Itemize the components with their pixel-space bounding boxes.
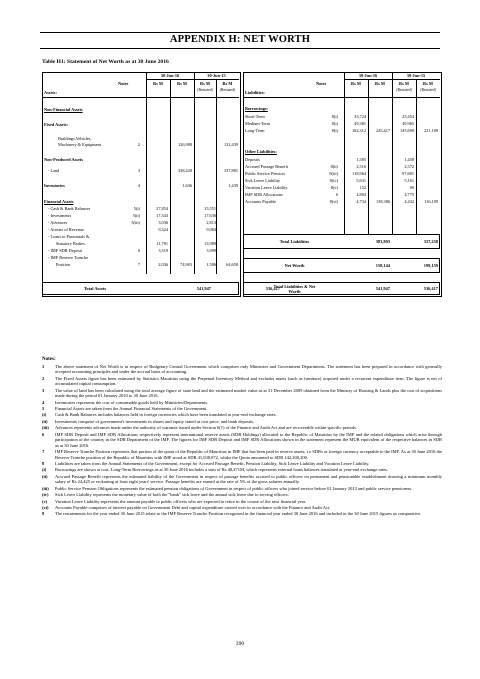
liab-rsm-2: Rs M bbox=[375, 81, 385, 86]
right-row-value-c: 4,432 bbox=[404, 199, 414, 204]
total-assets-label: Total Assets bbox=[83, 286, 107, 291]
left-row-value-a: 2,036 bbox=[158, 262, 168, 267]
note-item bbox=[42, 388, 442, 399]
heading-rule-top bbox=[40, 32, 440, 33]
total-liab-networth-row bbox=[243, 282, 440, 295]
total-assets-2016: 541,947 bbox=[196, 286, 211, 291]
liab-period-2015: 30-Jun-15 bbox=[406, 73, 426, 78]
note-item bbox=[42, 412, 442, 418]
note-item bbox=[42, 499, 442, 505]
left-row-note: 5(iii) bbox=[131, 220, 140, 225]
page-number: 390 bbox=[235, 641, 245, 647]
note-number: 2 bbox=[42, 375, 45, 381]
note-item bbox=[42, 376, 442, 387]
note-text: The value of land has been calculated using the total acreage figure of state land and the estimated market value as at 31 December 2009 obtained from the Ministry of Housing & Lands plus the cost of acquisitions made during the period 01 January 2010 to 30 June 2016. bbox=[55, 387, 442, 399]
note-number: (i) bbox=[42, 412, 47, 418]
right-row-note: 8(i) bbox=[331, 114, 338, 119]
total-lnw-label-line1: Total Liabilities & Net bbox=[273, 283, 316, 289]
left-row-label: - Loans to Parastatals & bbox=[48, 234, 90, 239]
right-row-value-c: 145,690 bbox=[400, 128, 414, 133]
assets-rsm-3: Rs M bbox=[200, 81, 210, 86]
left-row-value-a: 11,791 bbox=[156, 241, 168, 246]
right-row-value-c: 97,681 bbox=[402, 171, 414, 176]
assets-col-rule-2 bbox=[170, 79, 171, 274]
note-text: Cash & Bank Balances includes balances held in foreign currencies which have been translated at year-end exchange rates. bbox=[55, 412, 277, 418]
note-number: (iii) bbox=[42, 425, 49, 431]
right-row-label: Accounts Payable bbox=[245, 199, 276, 204]
left-row-label: Buildings,Vehicles, bbox=[58, 136, 92, 141]
right-row-value-c: 2,572 bbox=[404, 164, 414, 169]
liab-rsm-1: Rs M bbox=[351, 81, 361, 86]
right-row-label: Sick Leave Liability bbox=[245, 178, 281, 183]
net-worth-row bbox=[243, 258, 440, 273]
left-row-value-c: 13,989 bbox=[204, 241, 216, 246]
liab-col-rule-3 bbox=[392, 72, 393, 234]
liab-rsm-3: Rs M bbox=[399, 81, 409, 86]
right-row-value-b: 138,386 bbox=[376, 199, 390, 204]
liab-col-rule-1 bbox=[344, 72, 345, 234]
left-row-label: Non-Financial Assets bbox=[44, 107, 83, 112]
left-row-value-d: 337,881 bbox=[224, 168, 238, 173]
note-item bbox=[42, 492, 442, 498]
right-row-label: Other Liabilities: bbox=[245, 149, 277, 154]
left-row-label: - Arrears of Revenue bbox=[48, 227, 84, 232]
right-row-label: Medium-Term bbox=[245, 121, 270, 126]
total-liabilities-label: Total Liabilities bbox=[279, 239, 310, 244]
note-text: The Fixed Assets figure has been estimated by Statistics Mauritius using the Perpetual Inventory Method and excludes assets (such as furniture) acquired under a recurrent expenditure item. The figure is net of accumulated capital consumption. bbox=[55, 375, 442, 387]
left-row-label: Fixed Assets: bbox=[44, 122, 68, 127]
table-title: Table H1: Statement of Net Worth as at 30 June 2016 bbox=[42, 59, 169, 65]
note-text: Borrowings are shown at cost, Long-Term Borrowings as at 30 June 2016 includes a sum of Rs 48,471M, which represents external loans balances translated at year-end exchange rates. bbox=[55, 467, 389, 473]
left-row-value-a: 9,324 bbox=[158, 227, 168, 232]
assets-period-2016: 30-Jun-16 bbox=[160, 73, 180, 78]
liab-col-rule-2 bbox=[368, 79, 369, 234]
left-row-note: 2 bbox=[137, 142, 140, 147]
right-row-value-a: 152 bbox=[359, 185, 366, 190]
note-item bbox=[42, 449, 442, 460]
right-row-label: Vacation Leave Liability bbox=[245, 185, 288, 190]
left-row-value-a: 27,854 bbox=[156, 206, 168, 211]
liab-col-rule-4 bbox=[416, 79, 417, 234]
assets-restated-2: (Restated) bbox=[219, 88, 236, 92]
note-text: Financial Assets are taken from the Annual Financial Statements of the Government. bbox=[55, 405, 208, 411]
note-item bbox=[42, 432, 442, 449]
note-number: 6 bbox=[42, 431, 45, 437]
left-row-label: - IMF SDR Deposit bbox=[48, 248, 83, 253]
right-row-value-a: 4,804 bbox=[356, 192, 366, 197]
note-item bbox=[42, 467, 442, 473]
left-row-value-b: 74,903 bbox=[180, 262, 192, 267]
right-row-note: 8(i) bbox=[331, 128, 338, 133]
note-item bbox=[42, 511, 442, 517]
assets-col-rule-4 bbox=[216, 79, 217, 274]
right-row-value-a: 162,312 bbox=[352, 128, 366, 133]
notes-list bbox=[42, 364, 442, 517]
note-item bbox=[42, 505, 442, 511]
assets-header-rule bbox=[42, 97, 239, 98]
note-text: IMF Reserve Tranche Position represents that portion of the quota of the Republic of Mauritius in IMF that has been paid in reserve assets, i.e SDRs or foreign currency acceptable to the IMF. As at 30 June 2016 the Reserve Tranche position of the Republic of Mauritius with IMF stood at SDR 41,038,872, whilst the Quota amounted to SDR 142,200,200. bbox=[55, 449, 442, 460]
note-text: Accounts Payable comprises of interest payable on Government Debt and capital expenditure carried over in accordance with the Finance and Audit Act. bbox=[55, 505, 331, 510]
net-worth-2016: 158,144 bbox=[375, 263, 390, 268]
right-row-label: Public Service Pension bbox=[245, 171, 285, 176]
left-row-label: - Advances bbox=[48, 220, 68, 225]
left-row-label: - Investments bbox=[48, 213, 72, 218]
right-row-label: Borrowings: bbox=[245, 106, 268, 111]
note-number: (iii) bbox=[42, 485, 49, 491]
net-worth-label: Net Worth bbox=[284, 263, 305, 268]
liab-restated-2: (Restated) bbox=[420, 88, 436, 92]
liab-period-2016: 30-Jun-16 bbox=[358, 73, 378, 78]
note-item bbox=[42, 419, 442, 425]
appendix-heading: APPENDIX H: NET WORTH bbox=[169, 34, 311, 45]
note-item bbox=[42, 406, 442, 412]
right-row-value-a: 49,381 bbox=[354, 121, 366, 126]
note-text: Investments comprise of government's investments in shares and equity stated at cost price, and bank deposits. bbox=[55, 418, 255, 424]
note-number: 1 bbox=[42, 363, 45, 369]
left-row-label: - IMF Reserve Tranche bbox=[48, 255, 88, 260]
left-row-value-c: 9,084 bbox=[206, 227, 216, 232]
left-row-value-b: 1,636 bbox=[182, 183, 192, 188]
right-row-value-a: 118,964 bbox=[352, 171, 366, 176]
heading-rule-bottom bbox=[40, 48, 440, 49]
liab-rsm-4: Rs M bbox=[423, 81, 433, 86]
note-number: (vi) bbox=[42, 505, 49, 510]
left-row-value-d: 64,658 bbox=[226, 262, 238, 267]
note-number: (ii) bbox=[42, 473, 48, 479]
note-number: 3 bbox=[42, 387, 45, 393]
left-row-value-c: 2,813 bbox=[206, 220, 216, 225]
left-row-label: Machinery & Equipment bbox=[58, 142, 101, 147]
note-item bbox=[42, 486, 442, 492]
right-row-note: 8(iv) bbox=[329, 178, 338, 183]
total-liabilities-row bbox=[243, 234, 440, 249]
note-text: Accrued Passage Benefit represents the estimated liability of the Government in respect of passage benefits accrued to public officers on permanent and pensionable establishment drawing a minimum monthly salary of Rs 24,425 or reckoning at least eight years' service. Passage benefits are earned at the rate of 5% of the gross salaries annually. bbox=[55, 473, 442, 485]
total-assets-2015: 536,417 bbox=[265, 286, 280, 291]
left-row-value-a: 3,036 bbox=[158, 220, 168, 225]
note-item bbox=[42, 474, 442, 485]
right-row-note: 6 bbox=[335, 192, 338, 197]
net-worth-2015: 199,159 bbox=[423, 263, 438, 268]
total-lnw-2016: 541,947 bbox=[375, 286, 390, 291]
right-row-value-c: 4,775 bbox=[404, 192, 414, 197]
assets-restated-1: (Restated) bbox=[197, 88, 213, 92]
right-row-note: 8(i) bbox=[331, 121, 338, 126]
note-item bbox=[42, 425, 442, 431]
right-row-label: Short-Term bbox=[245, 114, 265, 119]
right-row-label: IMF SDR Allocations bbox=[245, 192, 283, 197]
note-text: Sick Leave Liability represents the monetary value of both the "bank" sick leave and the annual sick leave due to serving officers. bbox=[55, 492, 289, 498]
note-text: IMF SDR Deposit and IMF SDR Allocations respectively represent international reserve assets (SDR Holdings) allocated to the Republic of Mauritius by the IMF and the related obligations which arise through participation of the country in the SDR Department of the IMF. The figures for IMF SDR Deposit and IMF SDR Allocations shown in the statement represent the MUR equivalent of the respective balances in SDR as at 30 June 2016. bbox=[55, 431, 442, 448]
assets-rsm-4: Rs M bbox=[222, 81, 233, 86]
right-row-value-a: 4,734 bbox=[356, 199, 366, 204]
assets-rsm-2: Rs M bbox=[177, 81, 187, 86]
right-row-note: 8(iii) bbox=[329, 171, 338, 176]
right-row-value-c: 1,458 bbox=[404, 157, 414, 162]
left-row-note: 7 bbox=[137, 262, 140, 267]
left-row-value-d: 132,439 bbox=[224, 142, 238, 147]
left-row-value-b: 338,420 bbox=[178, 168, 192, 173]
left-row-note: 5(ii) bbox=[132, 213, 140, 218]
left-row-label: - Cash & Bank Balances bbox=[48, 206, 91, 211]
left-row-value-c: 15,551 bbox=[204, 206, 216, 211]
left-row-label: Non-Produced Assets bbox=[44, 157, 83, 162]
left-row-value-c: 1,586 bbox=[206, 262, 216, 267]
note-item bbox=[42, 400, 442, 406]
note-number: (iv) bbox=[42, 492, 49, 498]
right-row-value-c: 90 bbox=[409, 185, 414, 190]
assets-notes-header: Notes bbox=[118, 81, 129, 86]
left-row-value-a: 3,519 bbox=[158, 248, 168, 253]
note-number: (v) bbox=[42, 498, 48, 504]
note-text: Public Service Pension Obligations represents the estimated pension obligations of Government in respect of public officers who joined service before 01 January 2013 and public service pensioners. bbox=[55, 485, 413, 491]
right-row-value-a: 5,631 bbox=[356, 178, 366, 183]
left-row-value-c: 3,999 bbox=[206, 248, 216, 253]
notes-title: Notes: bbox=[42, 357, 56, 362]
left-row-value-a: 17,343 bbox=[156, 213, 168, 218]
note-number: (ii) bbox=[42, 418, 48, 424]
note-text: Liabilities are taken from the Annual Statements of the Government, except for Accrued Passage Benefit, Pension Liability, Sick Leave Liability and Vacation Leave Liability. bbox=[55, 461, 370, 467]
note-item bbox=[42, 364, 442, 375]
note-text: The above statement of Net Worth is in respect of Budgetary Central Government which comprises only Ministries and Government Departments. The statement has been prepared in accordance with generally accepted accounting principles and under the accrual basis of accounting. bbox=[55, 363, 442, 375]
right-row-value-c: 49,965 bbox=[402, 121, 414, 126]
note-number: 9 bbox=[42, 511, 45, 517]
note-text: Advances represents advances made under the authority of warrants issued under Section 6(1) of the Finance and Audit Act and are recoverable within specific periods. bbox=[55, 425, 358, 431]
total-lnw-label bbox=[244, 284, 345, 294]
left-row-label: Financial Assets bbox=[44, 199, 74, 204]
left-row-note: 4 bbox=[137, 183, 140, 188]
right-row-value-c: 25,454 bbox=[402, 114, 414, 119]
left-row-value-d: 1,439 bbox=[228, 183, 238, 188]
right-row-value-c: 5,161 bbox=[404, 178, 414, 183]
liab-header-rule bbox=[243, 97, 440, 98]
right-row-note: 8(vi) bbox=[329, 199, 338, 204]
right-row-label: Long-Term bbox=[245, 128, 265, 133]
assets-rsm-1: Rs M bbox=[153, 81, 163, 86]
note-number: 8 bbox=[42, 461, 45, 467]
assets-period-rule bbox=[146, 79, 239, 80]
note-number: 4 bbox=[42, 399, 45, 405]
notes-section bbox=[42, 357, 442, 518]
total-assets-row bbox=[42, 282, 280, 295]
note-number: 7 bbox=[42, 449, 45, 455]
right-row-label: Deposits bbox=[245, 157, 261, 162]
total-liabilities-2015: 337,258 bbox=[423, 239, 438, 244]
left-row-value-c: 17,636 bbox=[204, 213, 216, 218]
right-row-value-a: 1,585 bbox=[356, 157, 366, 162]
left-row-value-b: 126,988 bbox=[178, 142, 192, 147]
right-row-value-d: 221,109 bbox=[424, 128, 438, 133]
right-row-label: Accrued Passage Benefit bbox=[245, 164, 288, 169]
liab-notes-header: Notes bbox=[316, 81, 327, 86]
note-number: (i) bbox=[42, 467, 47, 473]
note-item bbox=[42, 461, 442, 467]
left-row-note: 5(i) bbox=[133, 206, 140, 211]
assets-period-2015: 30-Jun-15 bbox=[207, 73, 226, 78]
right-row-value-a: 2,516 bbox=[356, 164, 366, 169]
left-row-label: Inventories bbox=[44, 183, 65, 188]
total-liabilities-2016: 383,803 bbox=[375, 239, 390, 244]
assets-label: Assets: bbox=[44, 90, 57, 95]
left-row-note: 3 bbox=[137, 168, 140, 173]
note-text: The restatements for the year ended 30 June 2015 relate to the IMF Reserve Tranche Position recognised in the financial year ended 30 June 2016 and included in the 30 June 2015 figures as comparative. bbox=[55, 511, 422, 517]
liab-restated-1: (Restated) bbox=[396, 88, 412, 92]
right-row-value-d: 116,109 bbox=[424, 199, 438, 204]
left-row-label: - Land bbox=[48, 168, 60, 173]
left-row-label: Position bbox=[56, 262, 71, 267]
left-row-note: 6 bbox=[137, 248, 140, 253]
total-lnw-2015: 536,417 bbox=[423, 286, 438, 291]
total-lnw-label-line2: Worth bbox=[288, 288, 301, 294]
liabilities-label: Liabilities: bbox=[245, 90, 265, 95]
note-text: Inventories represents the cost of consumable goods held by Ministries/Departments. bbox=[55, 399, 209, 405]
note-text: Vacation Leave Liability represents the amount payable to public officers who are expected to retire in the course of the next financial year. bbox=[55, 498, 306, 504]
right-row-value-a: 33,724 bbox=[354, 114, 366, 119]
note-number: 5 bbox=[42, 405, 45, 411]
left-row-label: Statutory Bodies bbox=[56, 241, 85, 246]
right-row-value-b: 245,417 bbox=[376, 128, 390, 133]
right-row-note: 8(v) bbox=[330, 185, 338, 190]
right-row-note: 8(ii) bbox=[330, 164, 338, 169]
